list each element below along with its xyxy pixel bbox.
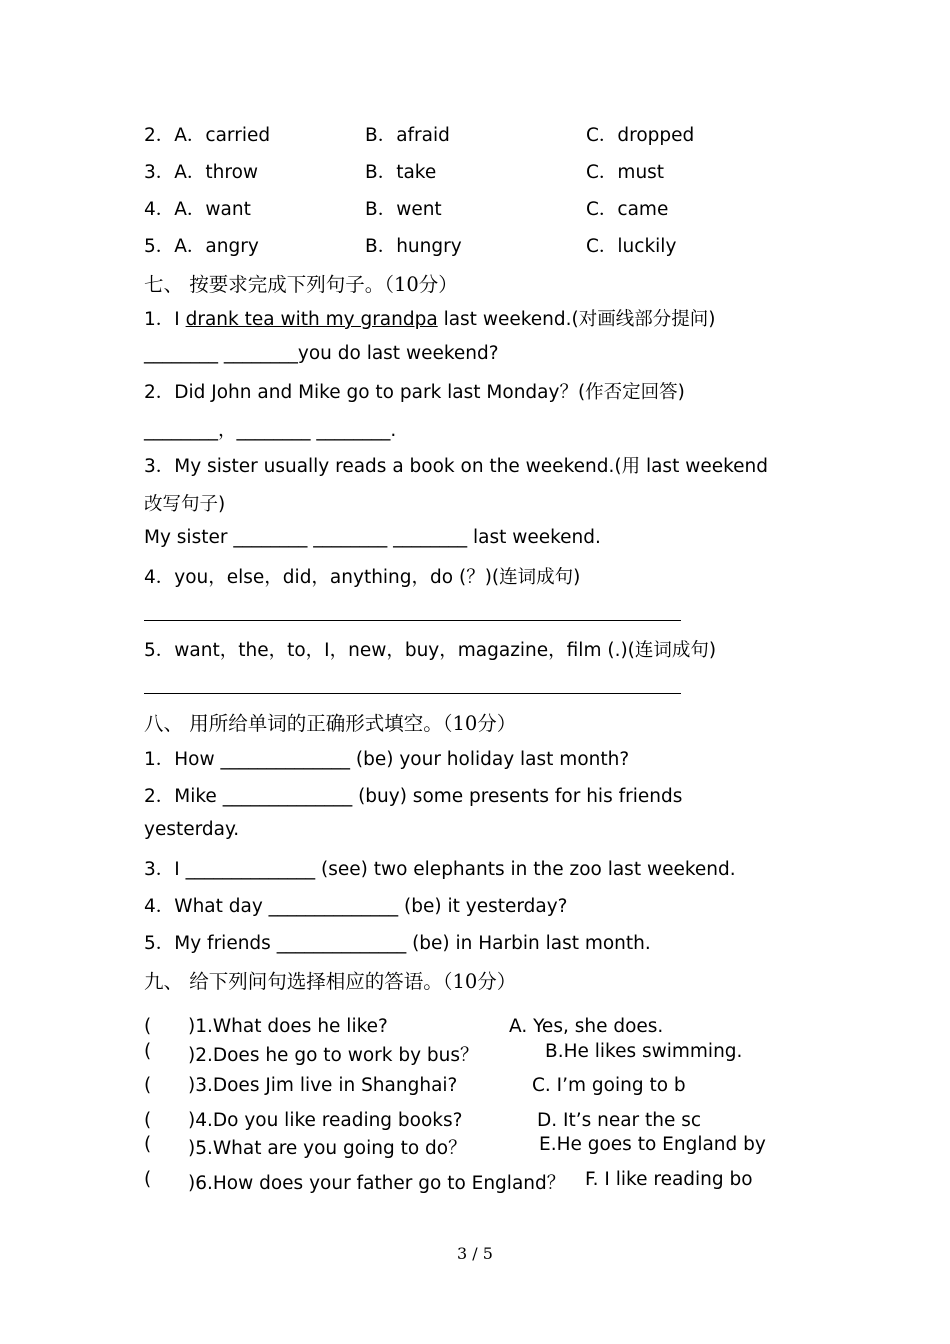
option-b: B．went [365,199,442,220]
answer-bracket[interactable]: ( [144,1169,152,1190]
match-answer: B.He likes swimming. [545,1041,743,1062]
q1-underlined-phrase: drank tea with my grandpa [185,309,438,330]
s7-question-1 [144,305,715,331]
option-a: 2．A．carried [144,125,271,146]
section8-heading: 八、 用所给单词的正确形式填空。（10分） [144,712,517,735]
option-c: C．luckily [586,236,677,257]
answer-bracket[interactable]: ( [144,1016,152,1037]
answer-bracket[interactable]: ( [144,1041,152,1062]
s7-answer-1[interactable]: ________ ________you do last weekend? [144,343,499,364]
s7-question-4: 4．you，else，did，anything，do (？)(连词成句) [144,567,581,588]
s7-answer-3[interactable]: My sister ________ ________ ________ last weekend. [144,527,601,548]
match-question: )3.Does Jim live in Shanghai? [188,1075,458,1096]
s7-answer-line-5[interactable] [144,693,681,694]
match-question: )6.How does your father go to England？ [188,1173,566,1194]
page-number: 3 / 5 [457,1244,493,1263]
option-a: 5．A．angry [144,236,259,257]
s7-question-2: 2．Did John and Mike go to park last Monday？(作否定回答) [144,382,685,403]
match-question: )1.What does he like? [188,1016,388,1037]
answer-bracket[interactable]: ( [144,1134,152,1155]
option-c: C．dropped [586,125,695,146]
option-b: B．take [365,162,437,183]
s7-question-3-cont: 改写句子) [144,494,226,515]
s8-question-3[interactable]: 3．I ______________ (see) two elephants in the zoo last weekend. [144,859,736,880]
answer-bracket[interactable]: ( [144,1075,152,1096]
answer-bracket[interactable]: ( [144,1110,152,1131]
q1-prefix: 1．I [144,309,186,330]
q1-suffix: last weekend.(对画线部分提问) [437,309,716,330]
s8-question-2-cont: yesterday. [144,819,240,840]
match-answer: F. I like reading bo [585,1169,753,1190]
s8-question-4[interactable]: 4．What day ______________ (be) it yesterday? [144,896,568,917]
option-a: 3．A．throw [144,162,259,183]
s7-answer-line-4[interactable] [144,620,681,621]
match-question: )4.Do you like reading books? [188,1110,463,1131]
s8-question-5[interactable]: 5．My friends ______________ (be) in Harbin last month. [144,933,651,954]
option-b: B．afraid [365,125,450,146]
match-question: )5.What are you going to do？ [188,1138,467,1159]
s8-question-1[interactable]: 1．How ______________ (be) your holiday last month? [144,749,630,770]
match-answer: E.He goes to England by [539,1134,766,1155]
s8-question-2[interactable]: 2．Mike ______________ (buy) some presents for his friends [144,786,683,807]
match-answer: C. I’m going to b [532,1075,686,1096]
option-b: B．hungry [365,236,462,257]
s7-question-5: 5．want，the，to，I，new，buy，magazine，film (.)(连词成句) [144,640,717,661]
match-answer: D. It’s near the sc [537,1110,702,1131]
option-c: C．came [586,199,669,220]
s7-question-3: 3．My sister usually reads a book on the weekend.(用 last weekend [144,456,768,477]
match-question: )2.Does he go to work by bus？ [188,1045,479,1066]
match-answer: A. Yes, she does. [509,1016,664,1037]
option-a: 4．A．want [144,199,251,220]
option-c: C．must [586,162,665,183]
section7-heading: 七、 按要求完成下列句子。（10分） [144,273,458,296]
s7-answer-2[interactable]: ________，________ ________. [144,420,397,441]
section9-heading: 九、 给下列问句选择相应的答语。（10分） [144,970,517,993]
